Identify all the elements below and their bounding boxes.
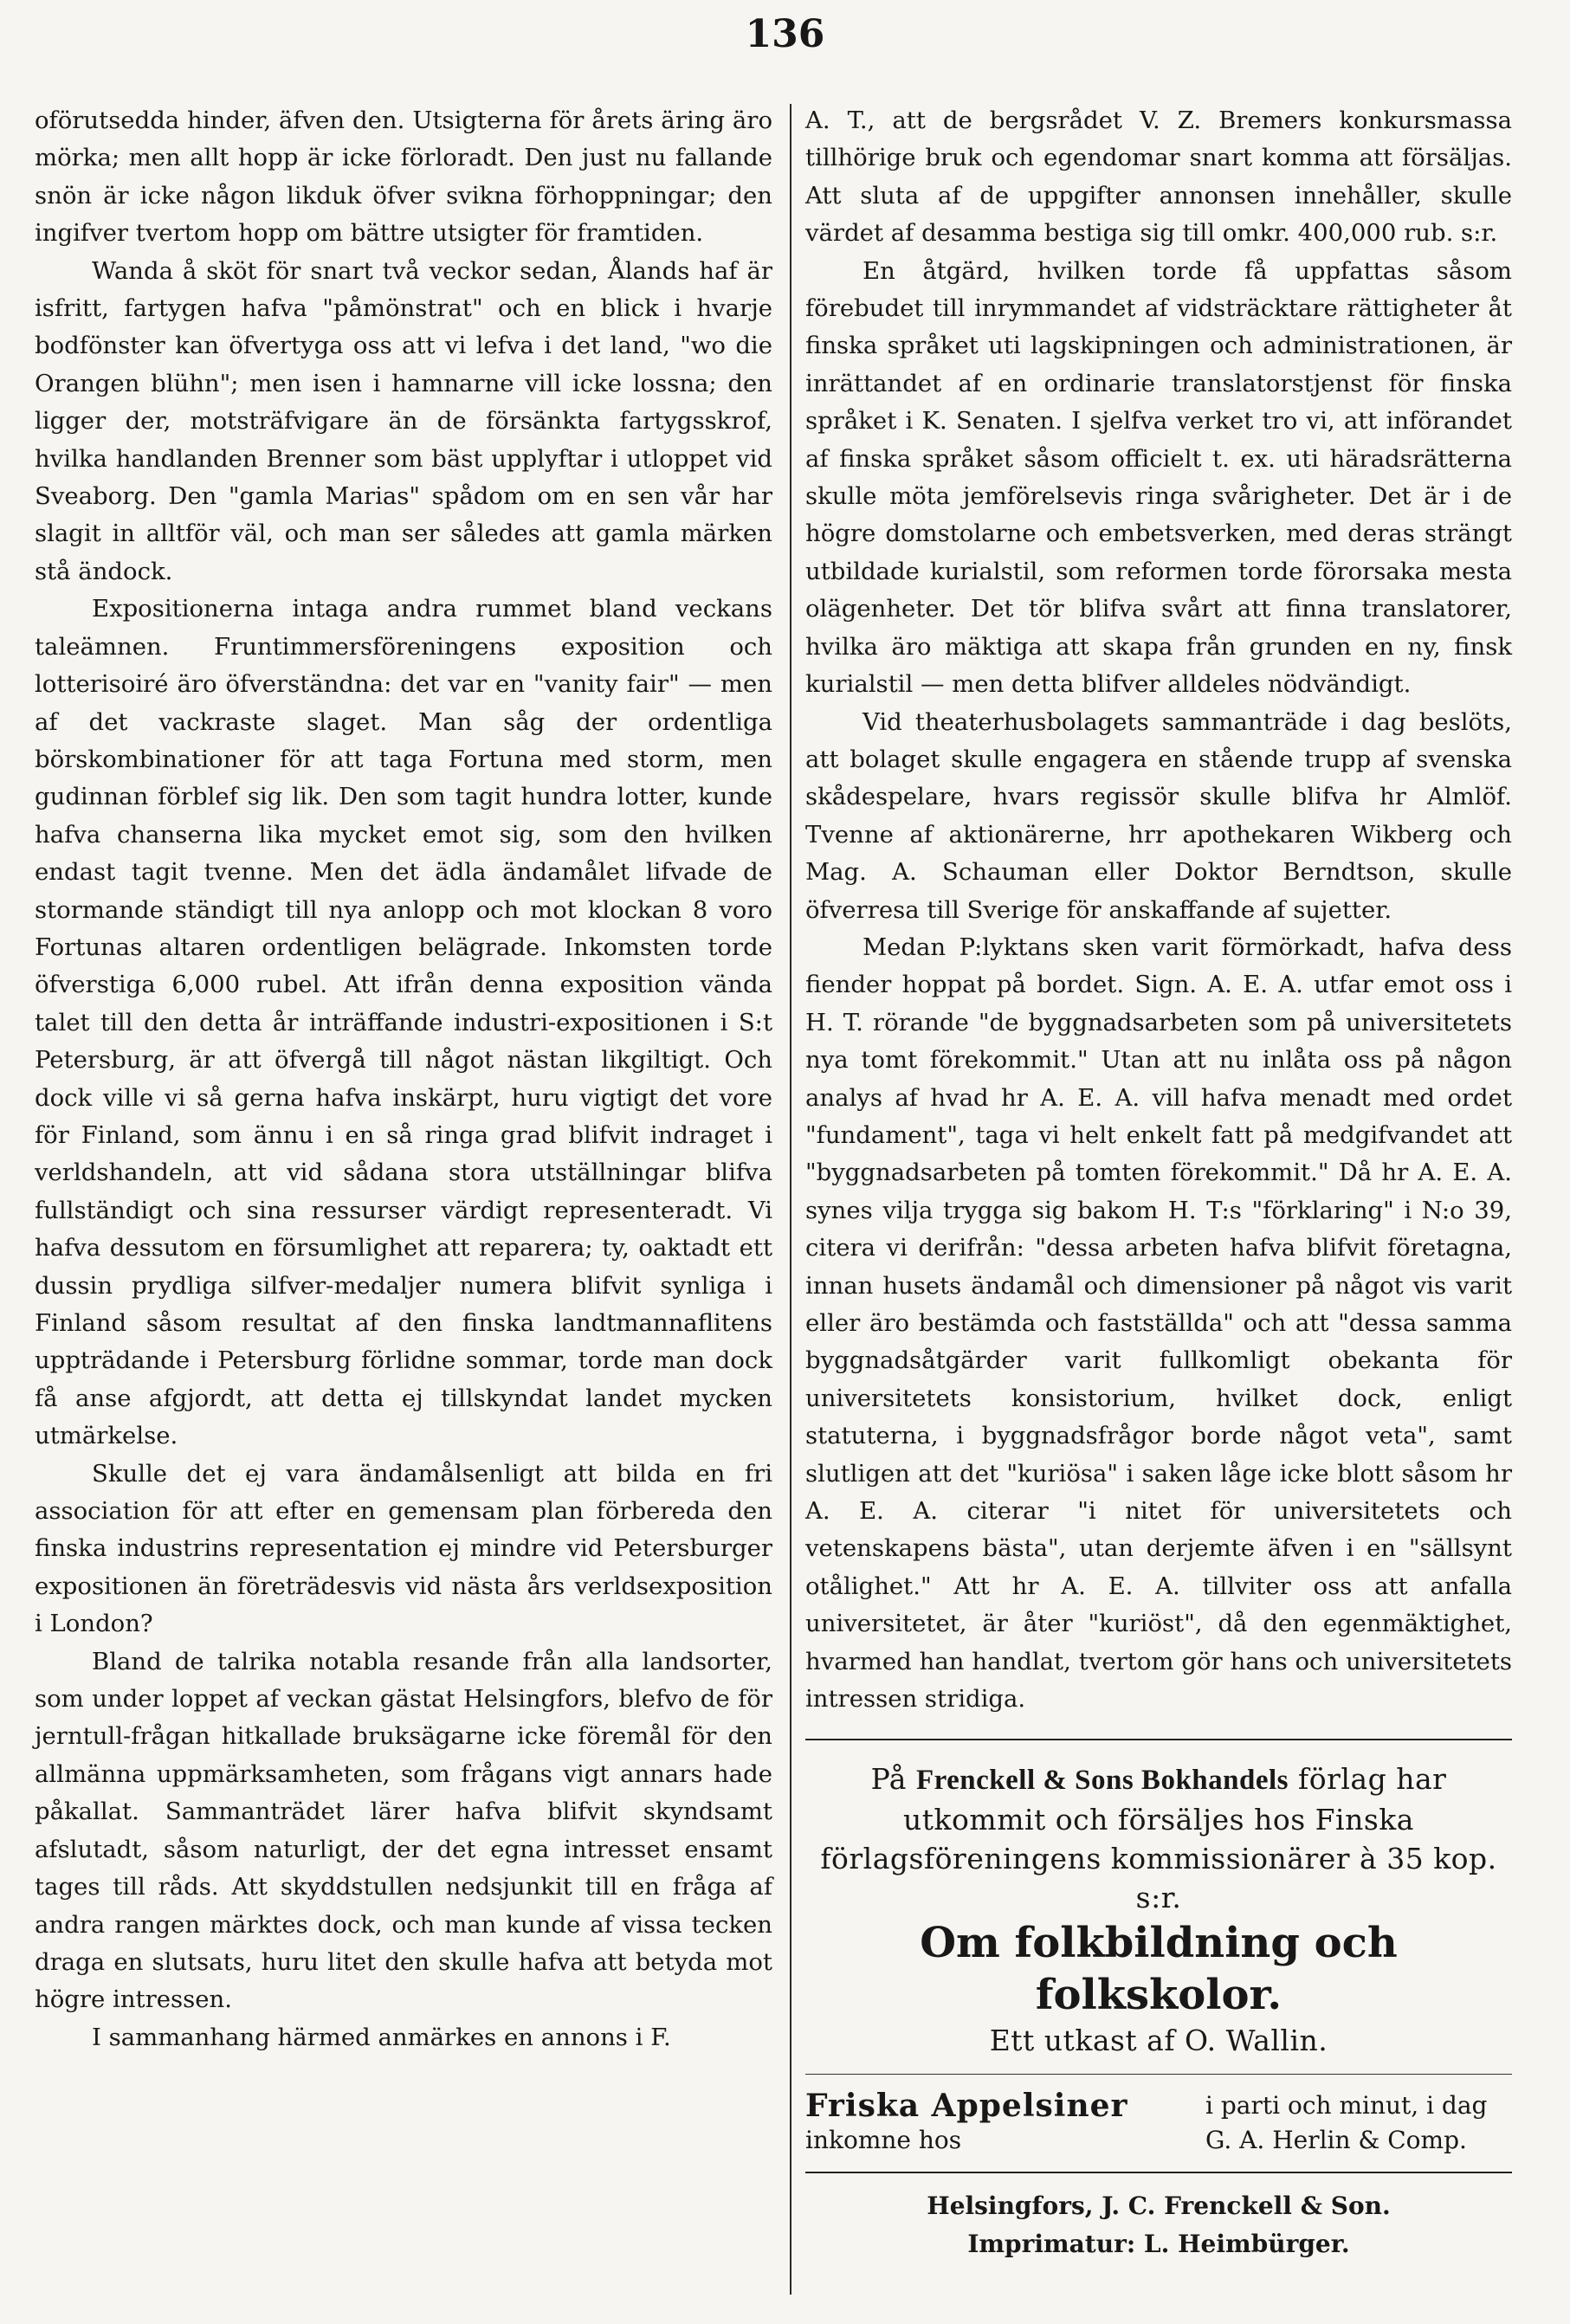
left-paragraph: I sammanhang härmed anmärkes en annons i F. [92,2023,671,2051]
left-paragraph: Skulle det ej vara ändamålsenligt att bilda en fri association för att efter en gemensam plan förbereda den finska industrins representation ej mindre vid Petersburger expositionen än företrädesvis vid nästa års verldsexposition i London? [35,1459,772,1638]
imprint [805,2173,1512,2263]
column-divider [790,104,791,2295]
oranges-product-sub: inkomne hos [805,2126,962,2155]
censor-line: Imprimatur: L. Heimbürger. [967,2230,1350,2259]
oranges-product [805,2088,1195,2158]
ad-text-pre: På [870,1762,916,1797]
book-title: Om folkbildning och folkskolor. [920,1919,1398,2020]
oranges-merchant: G. A. Herlin & Comp. [1205,2126,1467,2155]
left-paragraph: Wanda å sköt för snart två veckor sedan, Ålands haf är isfritt, fartygen hafva "påmönstrat" och en blick i hvarje bodfönster kan öfvertyga oss att vi lefva i det land, "wo die Orangen blühn"; men isen i hamnarne vill icke lossna; den ligger der, motsträfvigare än de försänkta fartygsskrof, hvilka handlanden Brenner som bäst upplyftar i utloppet vid Sveaborg. Den "gamla Marias" spådom om en sen vår har slagit in alltför väl, och man ser således att gamla märken stå ändock. [35,256,772,585]
ad-text-post: förlag har utkommit och försäljes hos Finska förlagsföreningens kommissionärer à 35 kop. s:r. [820,1762,1497,1915]
right-paragraph: En åtgärd, hvilken torde få uppfattas såsom förebudet till inrymmandet af vidsträcktare rättigheter åt finska språket uti lagskipningen och administrationen, är inrättandet af en ordinarie translatorstjenst för finska språket i K. Senaten. I sjelfva verket tro vi, att införandet af finska språket såsom officielt t. ex. uti häradsrätterna skulle möta jemförelsevis ringa svårigheter. Det är i de högre domstolarne och embetsverken, med deras strängt utbildade kurialstil, som reformen torde förorsaka mesta olägenheter. Det tör blifva svårt att finna translatorer, hvilka äro mäktiga att skapa från grunden en ny, finsk kurialstil — men detta blifver alldeles nödvändigt. [805,256,1512,699]
left-paragraph: oförutsedda hinder, äfven den. Utsigterna för årets äring äro mörka; men allt hopp är icke förloradt. Den just nu fallande snön är icke någon likduk öfver svikna förhoppningar; den ingifver tvertom hopp om bättre utsigter för framtiden. [35,107,772,248]
right-paragraph: A. T., att de bergsrådet V. Z. Bremers konkursmassa tillhörige bruk och egendomar snart komma att försäljas. Att sluta af de uppgifter annonsen innehåller, skulle värdet af desamma bestiga sig till omkr. 400,000 rub. s:r. [805,107,1512,248]
oranges-detail [1195,2088,1512,2158]
book-advertisement [805,1740,1512,2074]
oranges-product-name: Friska Appelsiner [805,2088,1128,2125]
left-paragraph: Expositionerna intaga andra rummet bland veckans taleämnen. Fruntimmersföreningens exposition och lotterisoiré äro öfverständna: det var en "vanity fair" — men af det vackraste slaget. Man såg der ordentliga börskombinationer för att taga Fortuna med storm, men gudinnan förblef sig lik. Den som tagit hundra lotter, kunde hafva chanserna lika mycket emot sig, som den hvilken endast tagit tvenne. Men det ädla ändamålet lifvade de stormande ständigt till nya anlopp och mot klockan 8 voro Fortunas altaren ordentligen belägrade. Inkomsten torde öfverstiga 6,000 rubel. Att ifrån denna exposition vända talet till den detta år inträffande industri-expositionen i S:t Petersburg, är att öfvergå till något nästan likgiltigt. Och dock ville vi så gerna hafva inskärpt, huru vigtigt det vore för Finland, som ännu i en så ringa grad blifvit indraget i verldshandeln, att vid sådana stora utställningar blifva fullständigt och sina ressurser värdigt representeradt. Vi hafva dessutom en försumlighet att reparera; ty, oaktadt ett dussin prydliga silfver-medaljer numera blifvit synliga i Finland såsom resultat af den finska landtmannaflitens uppträdande i Petersburg förlidne sommar, torde man dock få anse afgjordt, att detta ej tillskyndat landet mycken utmärkelse. [35,595,772,1450]
oranges-detail-text: i parti och minut, i dag [1205,2091,1488,2121]
right-paragraph: Vid theaterhusbolagets sammanträde i dag beslöts, att bolaget skulle engagera en stående trupp af svenska skådespelare, hvars regissör skulle blifva hr Almlöf. Tvenne af aktionärerne, hrr apothekaren Wikberg och Mag. A. Schauman eller Doktor Berndtson, skulle öfverresa till Sverige för anskaffande af sujetter. [805,707,1512,924]
page-number: 136 [745,12,825,56]
oranges-advertisement [805,2075,1512,2172]
left-column [35,102,772,2056]
publisher-name: Frenckell & Sons Bokhandels [915,1765,1289,1797]
right-column [805,102,1512,2263]
book-subtitle: Ett utkast af O. Wallin. [989,2024,1328,2058]
right-paragraph: Medan P:lyktans sken varit förmörkadt, hafva dess fiender hoppat på bordet. Sign. A. E. A. utfar emot oss i H. T. rörande "de byggnadsarbeten som på universitetets nya tomt förekommit." Utan att nu inlåta oss på någon analys af hvad hr A. E. A. vill hafva menadt med ordet "fundament", taga vi helt enkelt fatt på medgifvandet att "byggnadsarbeten på tomten förekommit." Då hr A. E. A. synes vilja trygga sig bakom H. T:s "förklaring" i N:o 39, citera vi derifrån: "dessa arbeten hafva blifvit företagna, innan husets ändamål och dimensioner på något vis varit eller äro bestämda och fastställda" och att "dessa samma byggnadsåtgärder varit fullkomligt obekanta för universitetets konsistorium, hvilket dock, enligt statuterna, i byggnadsfrågor borde något veta", samt slutligen att det "kuriösa" i saken låge icke blott såsom hr A. E. A. citerar "i nitet för universitetets och vetenskapens bästa", utan derjemte äfven i en "sällsynt otålighet." Att hr A. E. A. tillviter oss att anfalla universitetet, är åter "kuriöst", då den egenmäktighet, hvarmed han handlat, tvertom gör hans och universitetets intressen stridiga. [805,933,1512,1714]
left-paragraph: Bland de talrika notabla resande från alla landsorter, som under loppet af veckan gästat Helsingfors, blefvo de för jerntull-frågan hitkallade bruksägarne icke föremål för den allmänna uppmärksamheten, som frågans vigt annars hade påkallat. Sammanträdet lärer hafva blifvit skyndsamt afslutadt, såsom naturligt, der det egna intresset ensamt tages till råds. Att skyddstullen nedsjunkit till en fråga af andra rangen märktes dock, och man kunde af vissa tecken draga en slutsats, huru litet den skulle hafva att betyda mot högre intressen. [35,1647,772,2014]
printer-line: Helsingfors, J. C. Frenckell & Son. [927,2192,1391,2221]
